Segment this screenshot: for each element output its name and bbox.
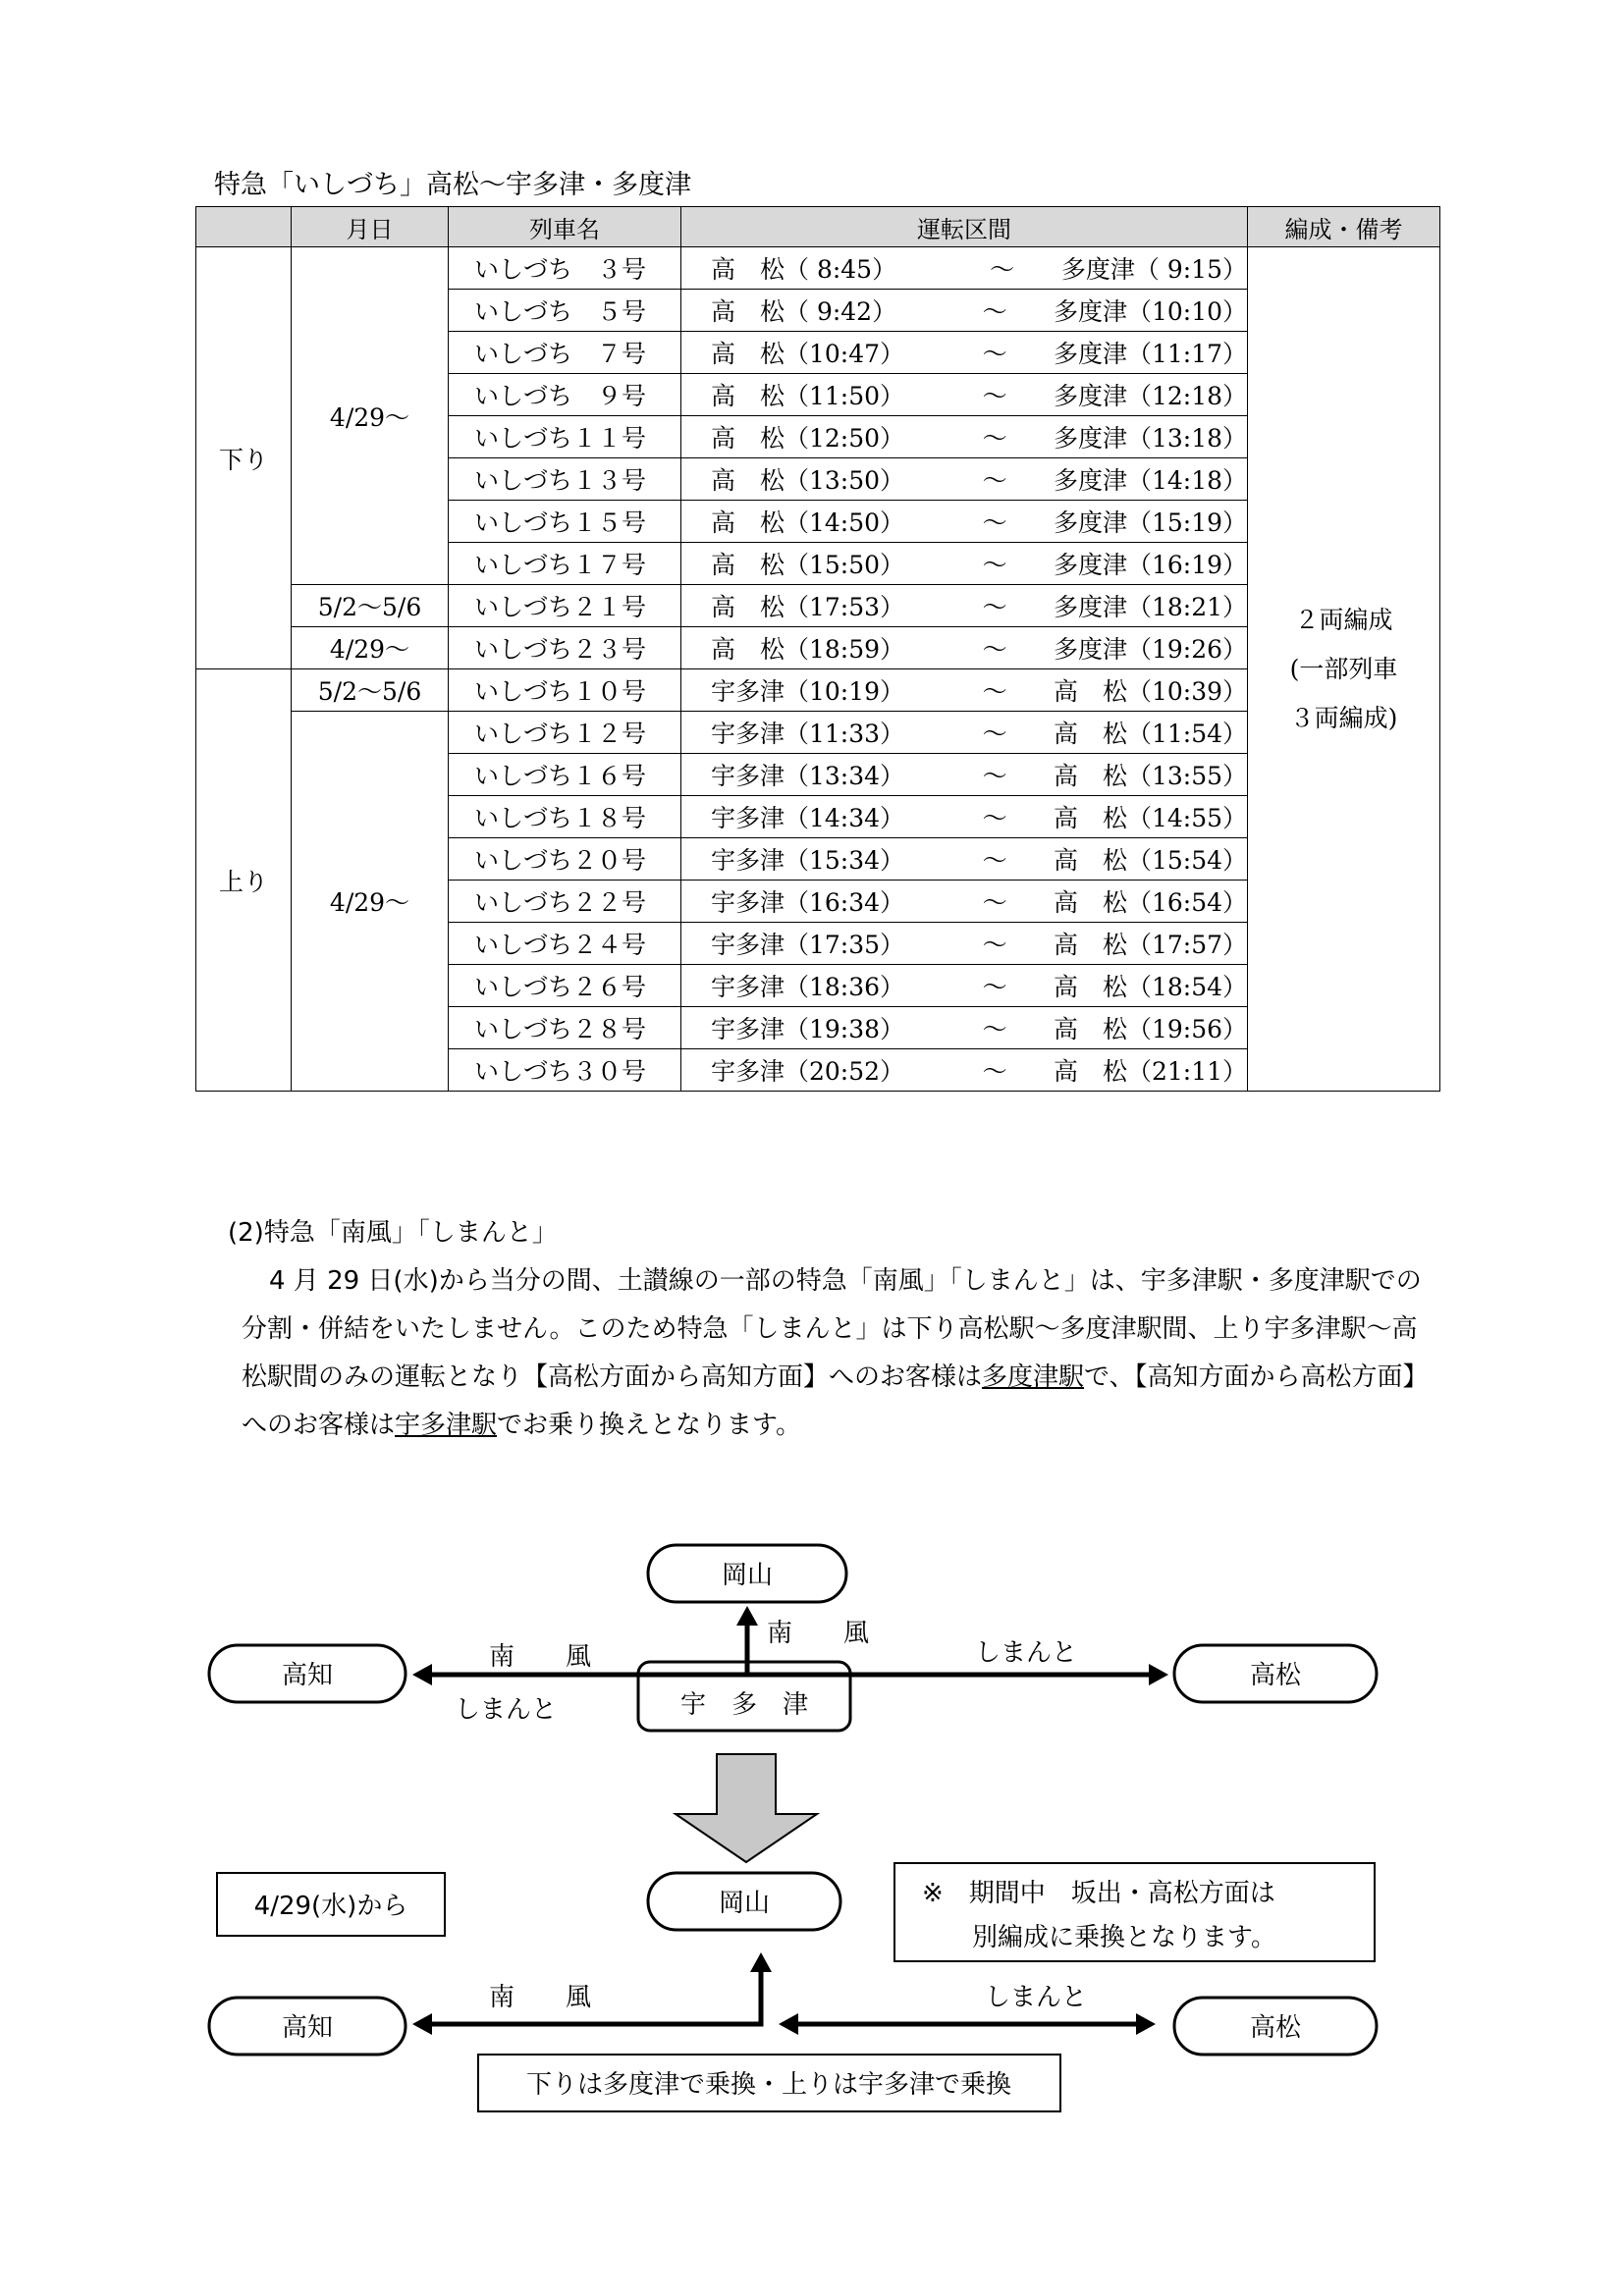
route-tilde: ～	[990, 255, 1015, 284]
route-from: 宇多津（20:52）	[711, 1057, 905, 1086]
route-from: 高 松（ 8:45）	[711, 255, 897, 284]
route-from: 宇多津（19:38）	[711, 1015, 905, 1043]
train-name: いしづち１３号	[449, 458, 681, 501]
section-2-heading: (2)特急「南風」「しまんと」	[228, 1218, 558, 1248]
route-to: 多度津（13:18）	[1053, 424, 1247, 453]
route-from: 高 松（13:50）	[711, 466, 905, 495]
train-name: いしづち１１号	[449, 416, 681, 458]
route-tilde: ～	[982, 973, 1007, 1001]
route-to: 多度津（19:26）	[1053, 635, 1247, 664]
train-name: いしづち１８号	[449, 796, 681, 838]
route-from: 高 松（15:50）	[711, 551, 905, 579]
date-cell: 4/29～	[292, 712, 449, 1092]
direction-down: 下り	[196, 247, 292, 669]
arrow-right-icon	[1149, 1664, 1168, 1685]
route-from: 宇多津（18:36）	[711, 973, 905, 1001]
route-from: 宇多津（14:34）	[711, 804, 905, 832]
route-to: 多度津（16:19）	[1053, 551, 1247, 579]
route-from: 宇多津（17:35）	[711, 931, 905, 959]
takamatsu-label-after: 高松	[1249, 2013, 1302, 2043]
route-tilde: ～	[982, 1015, 1007, 1043]
nanpu-line-after	[429, 1969, 761, 2024]
note-line: ２両編成	[1294, 605, 1393, 634]
route-tilde: ～	[982, 297, 1007, 326]
route-tilde: ～	[982, 762, 1007, 790]
shimanto-right-label: しまんと	[975, 1638, 1078, 1668]
header-date: 月日	[292, 207, 449, 247]
date-cell: 4/29～	[292, 247, 449, 585]
nanpu-label-after: 南 風	[489, 1983, 592, 2012]
note-line: ３両編成)	[1289, 703, 1398, 732]
route-to: 高 松（15:54）	[1053, 846, 1247, 875]
train-name: いしづち２１号	[449, 585, 681, 627]
route-from: 高 松（10:47）	[711, 340, 905, 368]
train-name: いしづち２４号	[449, 923, 681, 965]
train-name: いしづち２６号	[449, 965, 681, 1007]
diagram-after	[209, 1863, 1377, 2111]
route-to: 高 松（17:57）	[1053, 931, 1247, 959]
route-tilde: ～	[982, 424, 1007, 453]
route-from: 高 松（14:50）	[711, 508, 905, 537]
route-tilde: ～	[982, 466, 1007, 495]
route-from: 宇多津（16:34）	[711, 888, 905, 917]
shimanto-label-after: しまんと	[985, 1983, 1088, 2012]
route-tilde: ～	[982, 340, 1007, 368]
train-name: いしづち ７号	[449, 332, 681, 374]
train-name: いしづち２３号	[449, 627, 681, 669]
date-cell: 5/2～5/6	[292, 669, 449, 712]
header-route: 運転区間	[681, 207, 1248, 247]
date-label: 4/29(水)から	[253, 1892, 408, 1921]
route-tilde: ～	[982, 888, 1007, 917]
okayama-label: 岡山	[721, 1561, 774, 1590]
route-to: 多度津（15:19）	[1053, 508, 1247, 537]
route-to: 高 松（13:55）	[1053, 762, 1247, 790]
note-line: (一部列車	[1289, 654, 1398, 683]
transition-arrow-icon	[676, 1754, 817, 1862]
route-tilde: ～	[982, 931, 1007, 959]
route-tilde: ～	[982, 846, 1007, 875]
arrow-left-icon	[412, 1664, 432, 1685]
kochi-label: 高知	[281, 1661, 334, 1690]
note-line-1: ※ 期間中 坂出・高松方面は	[922, 1879, 1275, 1908]
route-tilde: ～	[982, 635, 1007, 664]
date-cell: 4/29～	[292, 627, 449, 669]
train-name: いしづち３０号	[449, 1049, 681, 1092]
train-name: いしづち１７号	[449, 543, 681, 585]
route-from: 高 松（18:59）	[711, 635, 905, 664]
route-from: 宇多津（13:34）	[711, 762, 905, 790]
route-to: 高 松（11:54）	[1053, 720, 1247, 748]
note-line-2: 別編成に乗換となります。	[972, 1923, 1276, 1952]
route-tilde: ～	[982, 720, 1007, 748]
route-tilde: ～	[982, 804, 1007, 832]
route-tilde: ～	[982, 551, 1007, 579]
tadotsu-station-underlined: 多度津駅	[982, 1362, 1085, 1392]
route-to: 多度津（11:17）	[1053, 340, 1247, 368]
arrow-up-after-icon	[750, 1952, 772, 1972]
route-to: 高 松（19:56）	[1053, 1015, 1247, 1043]
train-name: いしづち２８号	[449, 1007, 681, 1049]
train-name: いしづち１６号	[449, 754, 681, 796]
route-from: 宇多津（10:19）	[711, 677, 905, 706]
arrow-up-icon	[736, 1606, 758, 1626]
direction-up: 上り	[196, 669, 292, 1092]
route-to: 高 松（21:11）	[1053, 1057, 1247, 1086]
route-to: 高 松（18:54）	[1053, 973, 1247, 1001]
header-note: 編成・備考	[1248, 207, 1440, 247]
route-tilde: ～	[982, 382, 1007, 410]
transfer-label: 下りは多度津で乗換・上りは宇多津で乗換	[525, 2070, 1012, 2100]
route-to: 多度津（10:10）	[1053, 297, 1247, 326]
route-to: 多度津（12:18）	[1053, 382, 1247, 410]
route-to: 高 松（14:55）	[1053, 804, 1247, 832]
okayama-label-after: 岡山	[718, 1889, 771, 1918]
route-from: 高 松（11:50）	[711, 382, 905, 410]
train-name: いしづち１５号	[449, 501, 681, 543]
nanpu-up-label: 南 風	[767, 1619, 870, 1648]
train-name: いしづち１２号	[449, 712, 681, 754]
route-from: 宇多津（11:33）	[711, 720, 905, 748]
train-name: いしづち ３号	[449, 247, 681, 290]
header-train-name: 列車名	[449, 207, 681, 247]
route-from: 高 松（12:50）	[711, 424, 905, 453]
route-tilde: ～	[982, 593, 1007, 621]
utazu-station-underlined: 宇多津駅	[395, 1411, 498, 1440]
route-tilde: ～	[982, 677, 1007, 706]
shimanto-left-label: しまんと	[455, 1695, 558, 1725]
route-from: 宇多津（15:34）	[711, 846, 905, 875]
route-tilde: ～	[982, 508, 1007, 537]
route-tilde: ～	[982, 1057, 1007, 1086]
train-name: いしづち ５号	[449, 290, 681, 332]
table-title: 特急「いしづち」高松～宇多津・多度津	[214, 170, 691, 200]
utazu-label: 宇 多 津	[679, 1690, 809, 1720]
train-name: いしづち１０号	[449, 669, 681, 712]
arrow-shimanto-left-icon	[779, 2013, 798, 2035]
arrow-shimanto-right-icon	[1136, 2013, 1156, 2035]
route-to: 高 松（10:39）	[1053, 677, 1247, 706]
nanpu-left-label: 南 風	[489, 1642, 592, 1672]
route-from: 高 松（ 9:42）	[711, 297, 897, 326]
train-name: いしづち ９号	[449, 374, 681, 416]
date-cell: 5/2～5/6	[292, 585, 449, 627]
kochi-label-after: 高知	[281, 2013, 334, 2043]
route-to: 多度津（ 9:15）	[1060, 255, 1247, 284]
body-text: で、【高知方面から高松方面】へのお客様は	[242, 1362, 1429, 1440]
route-to: 多度津（14:18）	[1053, 466, 1247, 495]
train-name: いしづち２２号	[449, 881, 681, 923]
route-to: 多度津（18:21）	[1053, 593, 1247, 621]
takamatsu-label: 高松	[1249, 1661, 1302, 1690]
body-text: でお乗り換えとなります。	[497, 1411, 801, 1440]
route-to: 高 松（16:54）	[1053, 888, 1247, 917]
body-text: 4 月 29 日(水)から当分の間、土讃線の一部の特急「南風」「しまんと」は、宇多津駅・多度津駅での分割・併結をいたしません。このため特急「しまんと」は下り高松駅～多度津駅間、上り宇多津駅～高松駅間のみの運転となり【高松方面から高知方面】へのお客様は	[242, 1266, 1422, 1392]
diagram-before	[209, 1545, 1377, 1731]
arrow-left-after-icon	[412, 2013, 432, 2035]
route-from: 高 松（17:53）	[711, 593, 905, 621]
train-name: いしづち２０号	[449, 838, 681, 881]
